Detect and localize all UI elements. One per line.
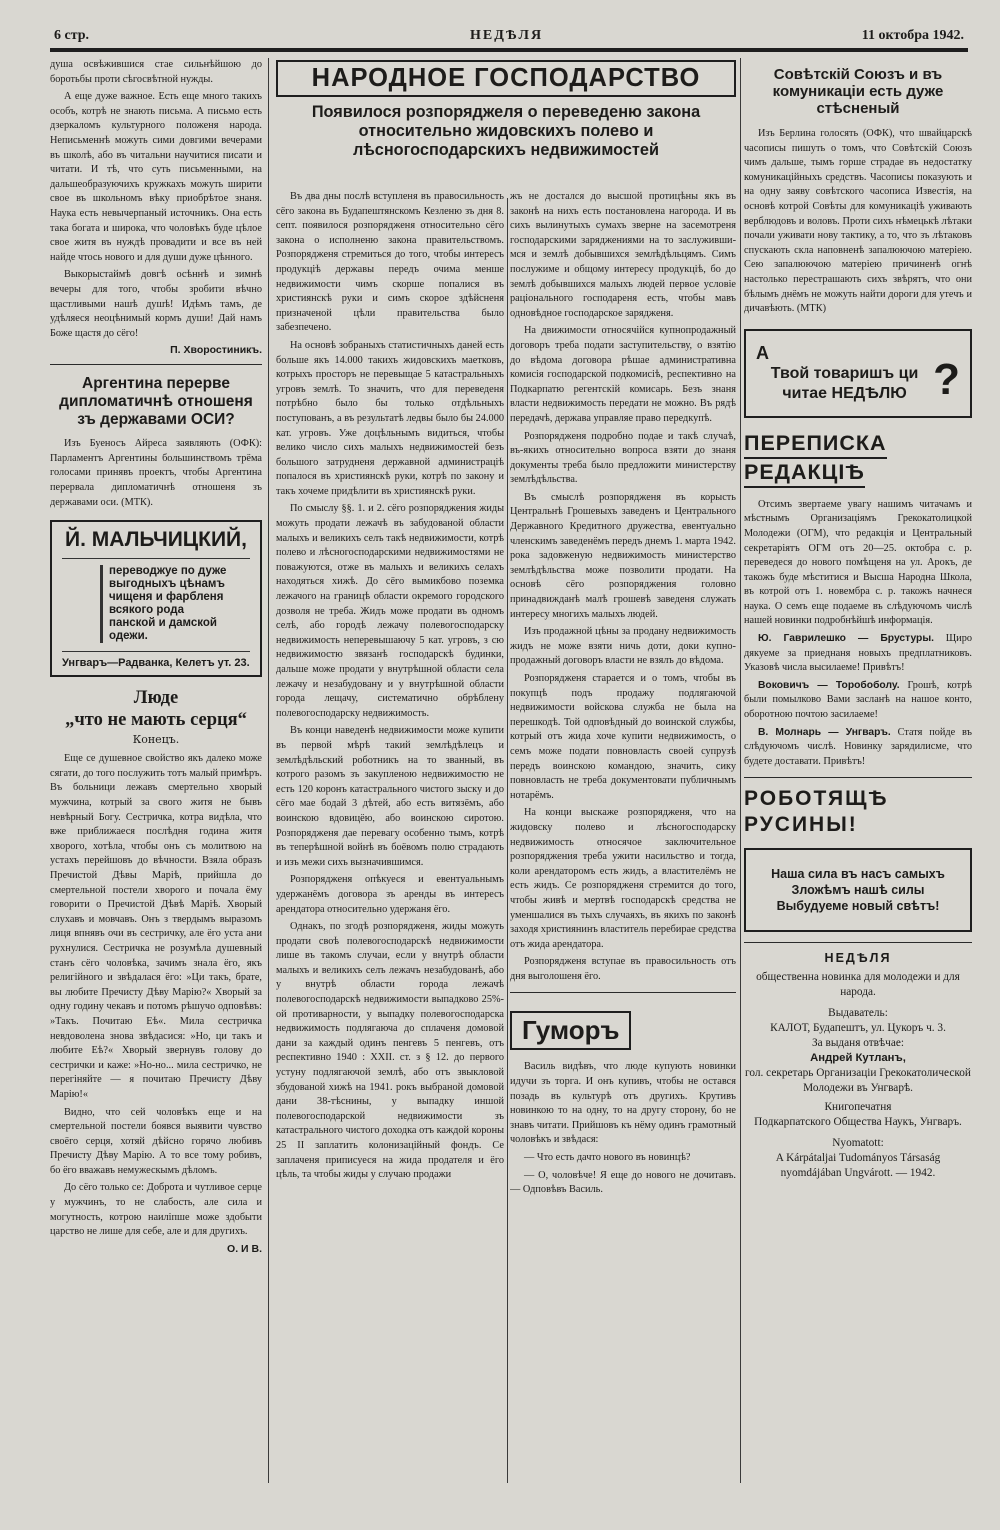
divider bbox=[510, 992, 736, 993]
humor-paragraph: — Что есть дачто нового въ новинцѣ? bbox=[524, 1152, 691, 1164]
imprint-editor: Андрей Кутланъ, bbox=[810, 1052, 906, 1065]
column-4 bbox=[744, 58, 972, 1488]
ad-text: переводжуе по дуже выгодныхъ цѣнамъ чищеня и фарбленя всякого рода панской и дамской одежи. bbox=[100, 565, 228, 643]
correspondence-item bbox=[744, 679, 972, 723]
article-paragraph: Розпорядженя подробно подае и такѣ случаѣ, въ-якихъ относительно вопроса взяти до знаня документы треба было предложити министерству землѣдѣльства. bbox=[510, 430, 736, 486]
imprint-editor-role: гол. секретарь Организацiи Грекокатолической Молодежи въ Унгварѣ. bbox=[745, 1067, 971, 1095]
humor-heading: Гуморъ bbox=[510, 1011, 631, 1050]
imprint-label: Книгопечатня bbox=[824, 1101, 892, 1114]
column-2 bbox=[276, 190, 504, 1488]
imprint-press: Подкарпатского Общества Наукъ, Унгваръ. bbox=[754, 1116, 962, 1129]
humor-paragraph: — О, чоловѣче! Я еще до нового не дочитавъ. — Одповѣвъ Василь. bbox=[510, 1169, 736, 1196]
header-rule bbox=[50, 48, 968, 52]
economy-headline: Появилося розпоряджеля о переведеню закона относительно жидовскихъ полево и лѣсногосподарскихъ недвижимостей bbox=[311, 103, 701, 159]
argentina-text: Изъ Буеносъ Айреса заявляють (ОФК): Парламентъ Аргентины большинствомъ трёма голосами принявъ проектъ, чтобы Аргентина перервала дипломатичнѣ отношеня зъ державами оси. (МТК). bbox=[50, 438, 262, 508]
imprint-label: За выданя отвѣчае: bbox=[811, 1037, 904, 1050]
imprint-title: НЕДѢЛЯ bbox=[824, 951, 892, 966]
story-title-line: Люде bbox=[133, 688, 179, 709]
issue-date: 11 октобра 1942. bbox=[861, 28, 964, 43]
article-paragraph: Въ конци наведенѣ недвижимости може купити въ первой мѣрѣ такий землѣдѣлецъ и землѣдѣльский робoтникъ на то званный, въ котрого разомъ зъ закупленою недвижимостю не есть 120 коронъ катастрального чистого зыску и до сёго мае бодай 3 дѣтей, або есть витязёмъ, або воинскою вдовицёю, або воинскою сиротою. Розпоряджeня дае перевaгу особенно тымъ, котрѣ въ теперѣшной войнѣ въ боёвомъ полю страдають и изъ межи сихъ вызначившимся. bbox=[276, 725, 504, 868]
correspondence-item bbox=[744, 726, 972, 770]
story-paragraph: Видно, что сей чоловѣкъ еще и на смертельной постели боявся выявити чувство своёго серця, хотяй дѣйсно горячо любивъ Пречисту Дѣву Марiю. А то все тому робивъ, бо ёго вважавъ немужескымъ дѣломъ. bbox=[50, 1106, 262, 1176]
article-paragraph: А еще дуже важное. Есть еще много такихъ особъ, котрѣ не знають письма. А письмо есть дзеркаломъ культурного положеня народа. Неписьменнѣ можуть сими довгими вечерами въ школѣ, або въ читальни научитися писати и читати. И тѣ, что суть письменными, на дальшеобразуючихъ кружкахъ можуть ширити свое въ школьномъ вѣку приобрѣтое знаня. Наука есть невычерпаный источникъ. Она есть така богата и широка, что чоловѣкъ буде цѣлое свое житя въ нуждѣ провадити и все въ ней найде чтось нового и для души дуже цѣнного. bbox=[50, 91, 262, 263]
page-header bbox=[0, 28, 1000, 50]
imprint-publisher: КАЛОТ, Будапештъ, ул. Цукоръ ч. 3. bbox=[770, 1022, 946, 1035]
article-paragraph: Розпорядженя вступае въ правосильность отъ дня выголошеня ёго. bbox=[510, 956, 736, 982]
imprint-label: Выдаватель: bbox=[828, 1007, 888, 1020]
divider bbox=[50, 364, 262, 365]
correspondence-title-line: ПЕРЕПИСКА bbox=[744, 430, 887, 459]
article-paragraph: Въ два дны послѣ вступленя въ правосильность сёго закона въ Будапештянскомъ Кезленю зъ дня 8. септ. появилося розпорядженя относительно сёго закона о исполненю закона правительствомъ. Розпорядженя стремиться до того, чтобы интересъ продукцiѣ державы передъ очима менше недвижимости чимъ скорше попалися въ християнскѣ руки и симъ скорое здѣйсненя призначеной цѣли правительства было забезпечено. bbox=[276, 191, 504, 334]
correspondence-item bbox=[744, 632, 972, 676]
section-banner: НАРОДНОЕ ГОСПОДАРСТВО bbox=[276, 60, 736, 97]
correspondence-intro: Отсимъ звертаеме увагу нашимъ читачамъ и мѣстнымъ Организацiямъ Грекокатолицкой Молодежи (ОГМ), что редакцiя и Центральный секретарiятъ ОГМ отъ 20—25. октобра с. р. переведеся до нового помѣщеня на ул. Арокъ, де такожъ буде мѣститися и Высша Народна Школа, въ котрой отъ 1. новембра с. р. такожъ начнеся наука. О семъ еще подаеме въ слѣдуючомъ числѣ нашей новинки подробнѣйшѣ информацiя. bbox=[744, 498, 972, 627]
column-3 bbox=[510, 190, 736, 1488]
article-paragraph: На конци выскаже розпорядженя, что на жидовску полево и лѣсногосподарску недвижимость относячое заключительное розпоряджения треба ужити насильство и тогда, коли арендаторомъ есть жидъ, а властителёмъ не есть жидъ. Се розпорядженя стремится до того, чтобы живѣ и мертвѣ господарскѣ средства не уменшалися въ тыхъ случаяхъ, въ якихъ по законѣ заходя християнинъ властитель перебирае средства отъ жида арендатора. bbox=[510, 807, 736, 950]
column-divider bbox=[507, 198, 508, 1483]
column-divider bbox=[268, 58, 269, 1483]
column-1 bbox=[50, 58, 262, 1488]
correspondent-name: Ю. Гаврилешко — Брустуры. bbox=[758, 633, 934, 645]
imprint bbox=[744, 951, 972, 1181]
advertisement bbox=[50, 520, 262, 677]
story-subtitle: Конецъ. bbox=[132, 733, 180, 747]
story-title-line: „что не мають серця“ bbox=[65, 710, 247, 731]
soviet-headline: Совѣтскiй Союзъ и въ комуникацiи есть дуже стѣсненый bbox=[772, 66, 944, 117]
article-paragraph: Въ смыслѣ розпорядженя въ корысть Центральнѣ Грошевыхъ заведенъ и Центрального Державного Кредитного дружества, евентуально членскимъ заведенёмъ передъ днемъ 1. марта 1942. рока задовженую недвижимость министерство землѣдѣльства може позволити продати. На основѣ сёго розпоряджения головно принадвиждaнѣ малѣ грошевѣ заведеня служать интересу многихъ малыхъ людей. bbox=[510, 491, 736, 620]
soviet-text: Изъ Берлина голосять (ОФК), что швайцарскѣ часописы пишуть о томъ, что Совѣтскiй Союзъ чимъ дальше, тымъ горше страдае въ недостатку комуникацiйныхъ средствъ. Часописы показують и на одну заяву совѣтского часописа Известiя, на основѣ котрой Совѣты для комуникацiѣ уживають верблюдовъ и воловъ. Проти сихъ нѣмецькѣ лѣтаки почали уживати нову тактику, а то, что зъ лѣтаковъ спускають склa наповненѣ запалюючою матерiею. Сею запалюючою матерiею причиненѣ огнѣ настолько перестрашають сихъ звѣрятъ, что они бѣлымъ днёмъ не можуть найти дороги для утечъ и дичавѣють. (МТК) bbox=[744, 128, 972, 315]
correspondence-text: Грошѣ, котрѣ были помылково Вами засланѣ на нашое конто, оборотною почтою засилаеме! bbox=[744, 679, 972, 721]
story-paragraph: Еще се душевное свойство якъ далеко може сягати, до того послужить тотъ малый примѣръ. Въ больници лежавъ смертельно хворый мужчина, котрый за свого житя не бывъ невѣрный Богу. Сестричка, котра видѣла, что вже приближаеся послѣдня година житя хворого, хотѣла, чтобы онъ съ молитвою на устахъ перейшовъ до вѣчности. Взяла образъ Пречистой Дѣвы Марiѣ, прийшла до смертельной постели хворого и почала ёму говорити о Пречистой Дѣвѣ Марiѣ. Хворый слухавъ и мовчавъ. Онъ з твердымъ выразомъ лиця впнявъ очи въ сестричку, але ёго уста ани рухнулися. Сестричка не розумѣла душевный станъ сёго чоловѣка, зачимъ знала ёго, якъ религiйного и звѣдалася ёго: »Ци такъ, брате, вы любите Пречисту Дѣву Марiю?« Хворый за одну годину чекавъ и потомъ рѣшучо одповѣвъ: »Такъ. Почитаю Еѣ«. Мила сестричка невдоволена знова звѣдасися: »Но, ци такъ и любите Еѣ?« Хворый звернувъ голову до сестрички и каже: »Но-но... мила сестричко, не перегiняйте — я почитаю Пречисту Дѣву Марiю!« bbox=[50, 753, 262, 1100]
humor-paragraph: Василь видѣвъ, что люде купують новинки идучи зъ торга. И онъ купивъ, чтобы не остався позадь въ культурѣ отъ другихъ. Крутивъ новинкою то на одну, то на другу сторону, бо не знавъ читати. Прийшовъ къ нёму одинъ грамотный чоловѣкъ и звѣдася: bbox=[510, 1061, 736, 1146]
article-signature: П. Хворостиникъ. bbox=[170, 344, 262, 357]
correspondence-text: Статя пойде въ слѣдуючомъ числѣ. Новинку зарядилисме, что будете доставати. Привѣтъ! bbox=[744, 726, 972, 767]
article-paragraph: На основѣ зобраныхъ статистичныхъ даней есть больше якъ 14.000 такихъ жидовскихъ маетковъ, котрыхъ просторъ не перевыщае 5 катастральныхъ угровъ землѣ. То значить, что для переведеня потрѣбно было бы только отдѣльныхъ поступованъ, а въ результатѣ ледвы было бы 24.000 кат. угровъ. Уже доцѣльнымъ видиться, чтобы велико число сихъ малыхъ недвижимостей безъ большого затрудненя державной администрацiѣ попалося въ християнскѣ руки, котрѣ по закону и такъ хочеме придѣлити въ християнскѣ руки. bbox=[276, 339, 504, 497]
article-paragraph: душа освѣжившися стае сильнѣйшою до боротьбы проти сѣгосвѣтной нужды. bbox=[50, 59, 262, 85]
story-paragraph: До сёго только се: Доброта и чутливое серце у мужчинъ, то не слабость, але сила и могутность, котрою наилiпше може здобыти царство не лише для себе, але и для другихъ. bbox=[50, 1182, 262, 1238]
imprint-label: Nyomatott: bbox=[832, 1137, 884, 1150]
article-paragraph: Изъ продажной цѣны за продану недвижимость жидъ не може взяти ничь доти, доки купно-продажный договоръ власти не взялъ до вѣдома. bbox=[510, 626, 736, 667]
correspondence-title-line: РЕДАКЦIѢ bbox=[744, 459, 865, 488]
correspondence-text: Щиро дякуеме за приеднаня новыхъ предплатниковъ. Указовѣ числа высилаеме! Привѣтъ! bbox=[744, 633, 972, 674]
promo-box bbox=[744, 329, 972, 418]
article-paragraph: По смыслу §§. 1. и 2. сёго розпоряджения жиды можуть продати лежачѣ въ забудованой области малыхъ и великихъ селъ такѣ недвижимости, котрѣ полево и лѣсногосподарскими недвижимостями не поважуются, отже въ малыхъ и великихъ селахъ находяться хижѣ. До сёго вымикбово поземка лежачого на границѣ области окремого городского дозволя не треба. Жидъ може продати въ одномъ селѣ, або городѣ лежачу полевогосподарску недвижимость неперевышаючу 5 кат. угровъ, з сю недвижимостю звязанѣ господарскѣ будинки, дальше може продати у внутрѣшной области села лежачу и незабудовану и у внутрѣшной области города лещачу, систематично обрѣблену полевогосподарску недвижимость. bbox=[276, 503, 504, 719]
imprint-print: A Kárpátaljai Tudományos Társaság nyomdájában Ungvárott. — 1942. bbox=[775, 1152, 941, 1180]
page-number: 6 стр. bbox=[54, 28, 90, 43]
article-paragraph: Розпорядженя старается и о томъ, чтобы въ покупцѣ подъ продажу подлягаючой недвижимости войскова служба не была на перешкодѣ. Той одповѣдный до воинской службы, котрый отъ жида хоче купити недвижимость, о семъ може подати повновласть своей супрузѣ передъ воинскою командою, значить, сику повновласть не треба документовати публичнымъ нотарёмъ. bbox=[510, 673, 736, 801]
article-paragraph: жъ не достался до высшой протицѣны якъ въ законѣ на нихъ есть постановлена нагорода. И въ сихъ вылинутыхъ сумахъ зверне на засемотрeня господарскими заряджениями на то заслужившимся и землѣ добывшихся землѣдѣльцямъ. Симъ послужиме и общому интересу продукцiѣ, бо до землѣ добывшихся малыхъ людей первое условiе рацiонального господареня есть, чтобы мавъ одновѣдное господарское заряджeня. bbox=[510, 191, 736, 319]
imprint-desc: общественна новинка для молодежи и для народа. bbox=[756, 971, 960, 999]
question-mark-icon: ? bbox=[933, 354, 960, 404]
slogan-line: РУСИНЫ! bbox=[744, 813, 858, 837]
economy-header bbox=[276, 58, 736, 198]
slogan-box: Наша сила въ насъ самыхъ Зложѣмъ нашѣ силы Выбудуеме новый свѣтъ! bbox=[744, 848, 972, 932]
article-paragraph: Розпорядженя опѣкуеся и евентуальнымъ удержанёмъ договора зъ аренды въ интересъ арендатора относительно удержаня ёго. bbox=[276, 874, 504, 915]
correspondent-name: Воковичъ — Торобоболу. bbox=[758, 679, 900, 691]
ad-name: Й. МАЛЬЧИЦКИЙ, bbox=[62, 528, 250, 559]
article-paragraph: Выкорыстаймѣ довгѣ осѣннѣ и зимнѣ вечеры для того, чтобы зробити вѣчно щастливыми нашѣ душѣ! Идѣмъ тамъ, де удѣляеся неоцѣнимый кормъ души! Дай намъ Боже щастя до сёго! bbox=[50, 269, 262, 339]
divider bbox=[744, 942, 972, 943]
promo-text: Твой товаришъ ци читае НЕДѢЛЮ bbox=[770, 364, 919, 402]
story-title bbox=[50, 687, 262, 731]
promo-letter: А bbox=[756, 342, 769, 363]
slogan-heading bbox=[744, 786, 972, 838]
masthead-title: НЕДѢЛЯ bbox=[470, 28, 544, 43]
argentina-headline: Аргентина перерве дипломатичнѣ отношеня зъ державами ОСИ? bbox=[59, 375, 253, 429]
correspondence-heading bbox=[744, 430, 972, 488]
article-paragraph: Однакъ, по згодѣ розпорядженя, жиды можуть продати своѣ полевогосподарскѣ недвижимости лише въ такомъ случаи, если у внутрѣ области малыхъ и великихъ селъ лежачъ незабудованѣ, або у внутрѣ области города лежачѣ полевогосподарскѣ недвижимости выпадково 25%-ой противарности, у выпадку полевогосподарска недвижимость подлягаюча до сплаченя домовой дани за каждый одинъ пенгевъ 5 пенгевъ, отъ респективно 1940 : XXII. ст. з § 12. до первого устуну подлягаючой землѣ, або отъ звыкловой збудованой хижѣ на 1941. рокъ выбраной домовой дани 38-тѣснины, у выпадку иншой полевогосподарской недвижимости зъ катастрального чистого доходка отъ каждой короны 25 II заплатить колонизацiйный фондъ. Се заплаченя приписуеся на жида продателя и ёго цѣль, та чтобы жиды у случаю продажи bbox=[276, 921, 504, 1181]
ad-address: Унгваръ—Радванка, Келетъ ут. 23. bbox=[62, 651, 250, 669]
slogan-line: РОБОТЯЩѢ bbox=[744, 787, 889, 811]
column-divider bbox=[740, 58, 741, 1483]
story-signature: О. И В. bbox=[227, 1242, 262, 1255]
article-paragraph: На движимости относячiйся купнопродажный договоръ треба подати заступительству, о взятiю до вѣдома договора рѣшае административна комисiя господарской подкомисiѣ, респективно на Подкарпатю регентскiй комисарь. Безъ знаня власти недвижимость передати не можно. Въ рядѣ передачѣ, держава управляе право передкупѣ. bbox=[510, 325, 736, 424]
correspondent-name: В. Молнарь — Унгваръ. bbox=[758, 726, 891, 738]
divider bbox=[744, 777, 972, 778]
